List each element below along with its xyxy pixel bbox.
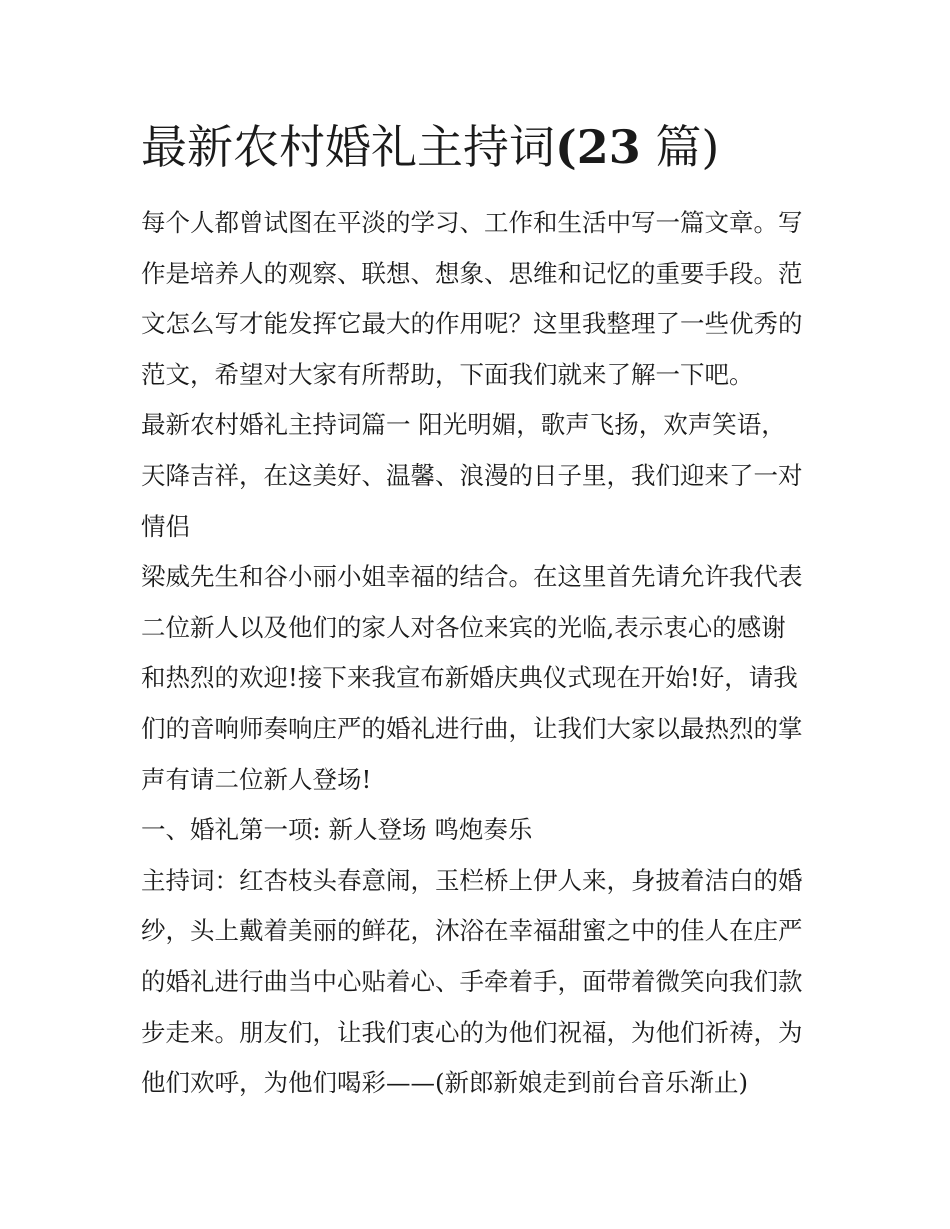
text-line: 和热烈的欢迎!接下来我宣布新婚庆典仪式现在开始!好，请我: [141, 663, 798, 693]
text-line: 梁威先生和谷小丽小姐幸福的结合。在这里首先请允许我代表: [141, 562, 803, 592]
text-line: 他们欢呼，为他们喝彩——(新郎新娘走到前台音乐渐止): [141, 1068, 749, 1098]
text-line: 们的音响师奏响庄严的婚礼进行曲，让我们大家以最热烈的掌: [141, 713, 803, 743]
text-line: 作是培养人的观察、联想、想象、思维和记忆的重要手段。范: [141, 258, 803, 288]
text-line: 文怎么写才能发挥它最大的作用呢？这里我整理了一些优秀的: [141, 309, 803, 339]
title-text: 最新农村婚礼主持词: [141, 120, 555, 174]
title-suffix: 篇): [640, 120, 720, 174]
text-line: 的婚礼进行曲当中心贴着心、手牵着手，面带着微笑向我们款: [141, 966, 803, 996]
text-line: 范文，希望对大家有所帮助，下面我们就来了解一下吧。: [141, 359, 754, 389]
text-line: 最新农村婚礼主持词篇一 阳光明媚，歌声飞扬，欢声笑语，: [141, 410, 786, 440]
text-line: 步走来。朋友们，让我们衷心的为他们祝福，为他们祈祷，为: [141, 1017, 803, 1047]
text-line: 二位新人以及他们的家人对各位来宾的光临,表示衷心的感谢: [141, 612, 786, 642]
section-heading: 一、婚礼第一项: 新人登场 鸣炮奏乐: [141, 815, 533, 845]
title-count: (23: [555, 120, 641, 174]
text-line: 声有请二位新人登场!: [141, 764, 372, 794]
text-line: 每个人都曾试图在平淡的学习、工作和生活中写一篇文章。写: [141, 208, 803, 237]
document-body: [141, 198, 813, 1109]
document-title: [141, 116, 841, 178]
text-line: 主持词：红杏枝头春意闹，玉栏桥上伊人来，身披着洁白的婚: [141, 865, 803, 895]
text-line: 纱，头上戴着美丽的鲜花，沐浴在幸福甜蜜之中的佳人在庄严: [141, 916, 803, 946]
text-line: 天降吉祥，在这美好、温馨、浪漫的日子里，我们迎来了一对: [141, 460, 803, 490]
text-line: 情侣: [141, 511, 190, 541]
